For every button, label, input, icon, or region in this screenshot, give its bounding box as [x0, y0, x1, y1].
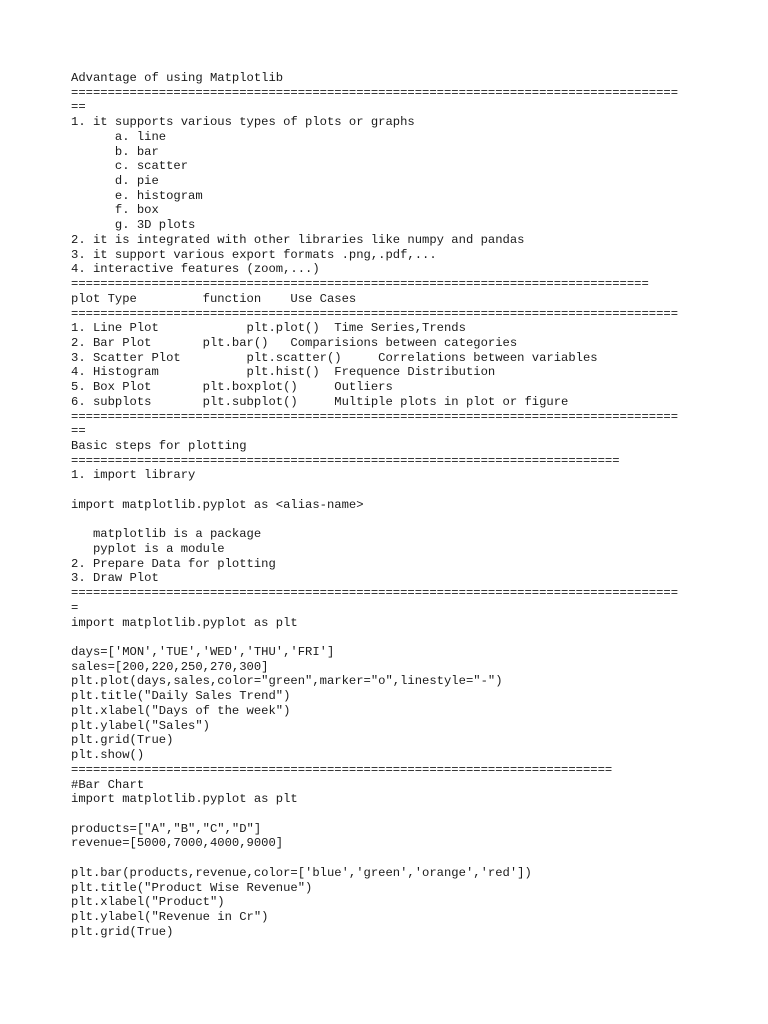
document-line: 1. Line Plot plt.plot() Time Series,Trends: [71, 321, 466, 336]
document-line: 3. Draw Plot: [71, 571, 159, 586]
document-line: [71, 483, 678, 498]
document-line: 2. Bar Plot plt.bar() Comparisions between categories: [71, 335, 518, 350]
document-line: import matplotlib.pyplot as <alias-name>: [71, 497, 364, 512]
document-line: plt.grid(True): [71, 924, 174, 939]
document-line: Basic steps for plotting: [71, 438, 247, 453]
document-line: e. histogram: [71, 188, 203, 203]
document-line: ===================================================================================: [71, 306, 679, 321]
document-line: c. scatter: [71, 159, 189, 174]
document-line: 6. subplots plt.subplot() Multiple plots in plot or figure: [71, 394, 569, 409]
document-line: [71, 513, 678, 528]
document-line: plt.title("Daily Sales Trend"): [71, 689, 291, 704]
document-line: 1. import library: [71, 468, 196, 483]
document-line: d. pie: [71, 174, 159, 189]
document-line: import matplotlib.pyplot as plt: [71, 615, 298, 630]
document-line: ===========================================================================: [71, 453, 620, 468]
document-line: [71, 630, 678, 645]
document-line: ===================================================================================: [71, 409, 679, 424]
document-line: ==: [71, 100, 86, 115]
document-line: products=["A","B","C","D"]: [71, 821, 262, 836]
document-line: plt.ylabel("Sales"): [71, 718, 210, 733]
document-line: matplotlib is a package: [71, 527, 262, 542]
document-line: sales=[200,220,250,270,300]: [71, 659, 269, 674]
document-line: [71, 807, 678, 822]
document-line: days=['MON','TUE','WED','THU','FRI']: [71, 645, 335, 660]
document-line: ==: [71, 424, 86, 439]
document-line: 2. it is integrated with other libraries like numpy and pandas: [71, 232, 525, 247]
document-line: ===================================================================================: [71, 586, 679, 601]
document-line: 4. Histogram plt.hist() Frequence Distribution: [71, 365, 496, 380]
document-line: ===================================================================================: [71, 85, 679, 100]
document-line: Advantage of using Matplotlib: [71, 71, 284, 85]
document-line: =: [71, 600, 79, 615]
document-line: plt.xlabel("Days of the week"): [71, 703, 291, 718]
document-line: 4. interactive features (zoom,...): [71, 262, 320, 277]
document-line: 2. Prepare Data for plotting: [71, 556, 276, 571]
document-line: plt.plot(days,sales,color="green",marker="o",linestyle="-"): [71, 674, 503, 689]
document-line: plt.show(): [71, 748, 145, 763]
document-line: b. bar: [71, 144, 159, 159]
document-line: [71, 851, 678, 866]
document-line: 3. it support various export formats .png,.pdf,...: [71, 247, 437, 262]
document-line: plt.ylabel("Revenue in Cr"): [71, 909, 269, 924]
document-line: f. box: [71, 203, 159, 218]
document-line: plt.xlabel("Product"): [71, 895, 225, 910]
document-line: a. line: [71, 129, 167, 144]
document-line: plt.title("Product Wise Revenue"): [71, 880, 313, 895]
document-line: import matplotlib.pyplot as plt: [71, 792, 298, 807]
document-line: g. 3D plots: [71, 218, 196, 233]
document-line: plt.bar(products,revenue,color=['blue','green','orange','red']): [71, 865, 532, 880]
document-text: [71, 71, 678, 939]
document-line: pyplot is a module: [71, 542, 225, 556]
document-line: revenue=[5000,7000,4000,9000]: [71, 836, 284, 851]
document-line: plot Type function Use Cases: [71, 291, 357, 306]
document-line: #Bar Chart: [71, 777, 145, 792]
document-line: 1. it supports various types of plots or graphs: [71, 115, 415, 130]
document-line: ===============================================================================: [71, 277, 649, 292]
document-line: 5. Box Plot plt.boxplot() Outliers: [71, 380, 393, 395]
document-line: 3. Scatter Plot plt.scatter() Correlations between variables: [71, 350, 598, 365]
document-line: ==========================================================================: [71, 762, 613, 777]
document-line: plt.grid(True): [71, 733, 174, 748]
